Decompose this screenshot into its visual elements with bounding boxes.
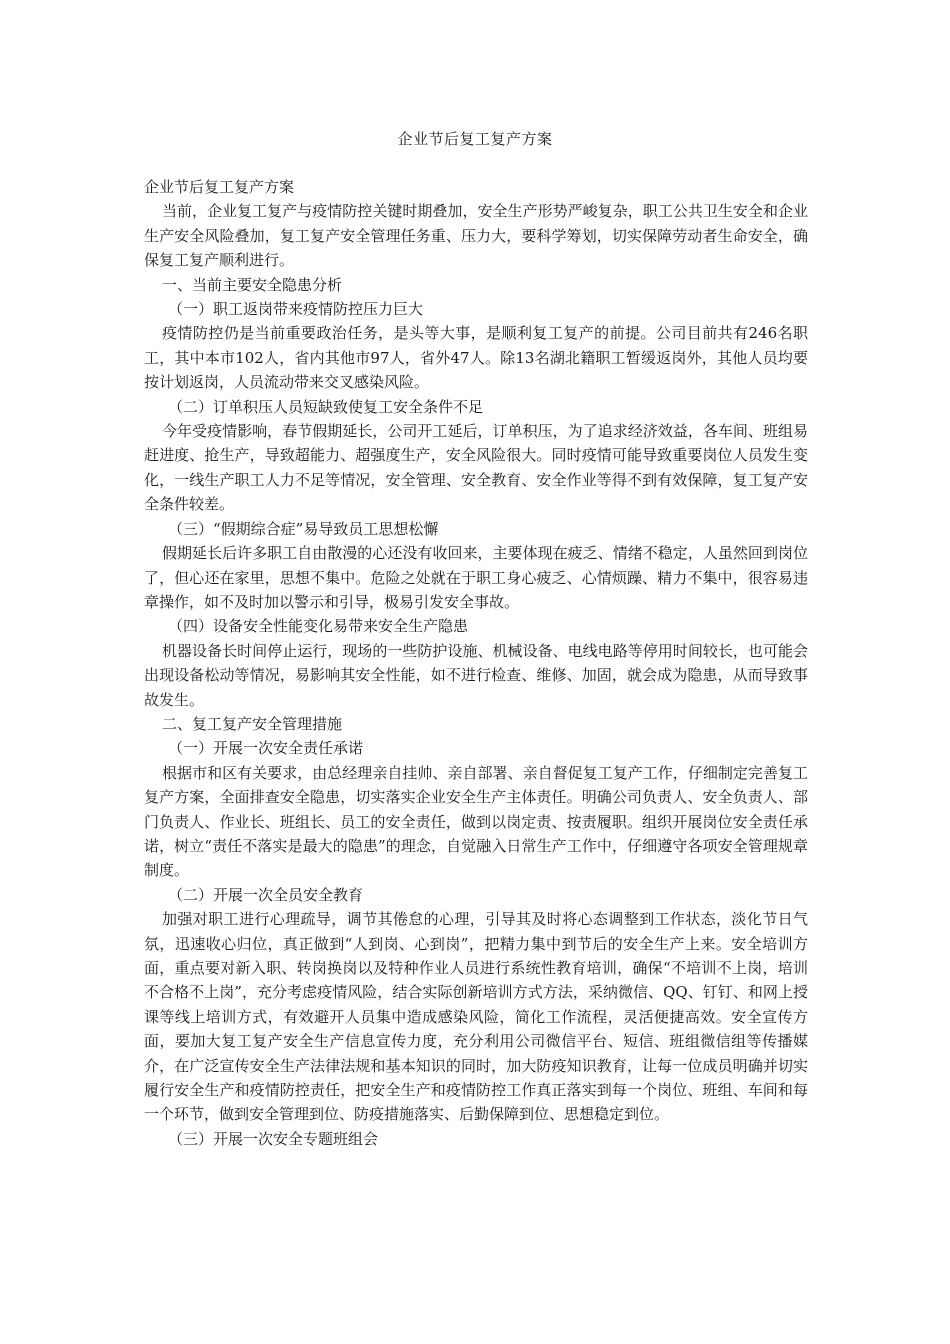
paragraph-1-4: 机器设备长时间停止运行，现场的一些防护设施、机械设备、电线电路等停用时间较长，也可能会出现设备松动等情况，易影响其安全性能，如不进行检查、维修、加固，就会成为隐患，从而导致事故发生。 [144,641,808,709]
subsection-heading-1-3: （三）“假期综合症”易导致员工思想松懈 [168,519,439,538]
document-body [144,175,808,1151]
subsection-heading-2-2: （二）开展一次全员安全教育 [168,885,364,904]
page-title: 企业节后复工复产方案 [397,130,553,148]
paragraph-2-1: 根据市和区有关要求，由总经理亲自挂帅、亲自部署、亲自督促复工复产工作，仔细制定完善复工复产方案，全面排查安全隐患，切实落实企业安全生产主体责任。明确公司负责人、安全负责人、部门负责人、作业长、班组长、员工的安全责任，做到以岗定责、按责履职。组织开展岗位安全责任承诺，树立“责任不落实是最大的隐患”的理念，自觉融入日常生产工作中，仔细遵守各项安全管理规章制度。 [144,763,808,880]
section-heading-1: 一、当前主要安全隐患分析 [162,275,343,294]
document-subtitle: 企业节后复工复产方案 [144,178,295,196]
paragraph-intro: 当前，企业复工复产与疫情防控关键时期叠加，安全生产形势严峻复杂，职工公共卫生安全和企业生产安全风险叠加，复工复产安全管理任务重、压力大，要科学筹划，切实保障劳动者生命安全，确保复工复产顺利进行。 [144,202,808,270]
subsection-heading-2-1: （一）开展一次安全责任承诺 [168,739,364,758]
paragraph-1-3: 假期延长后许多职工自由散漫的心还没有收回来，主要体现在疲乏、情绪不稳定，人虽然回到岗位了，但心还在家里，思想不集中。危险之处就在于职工身心疲乏、心情烦躁、精力不集中，很容易违章操作，如不及时加以警示和引导，极易引发安全事故。 [144,544,808,611]
subsection-heading-1-4: （四）设备安全性能变化易带来安全生产隐患 [168,617,469,636]
subsection-heading-1-2: （二）订单积压人员短缺致使复工安全条件不足 [168,397,484,416]
paragraph-1-2: 今年受疫情影响，春节假期延长，公司开工延后，订单积压，为了追求经济效益，各车间、班组易赶进度、抢生产，导致超能力、超强度生产，安全风险很大。同时疫情可能导致重要岗位人员发生变化，一线生产职工人力不足等情况，安全管理、安全教育、安全作业等得不到有效保障，复工复产安全条件较差。 [144,422,808,514]
paragraph-1-1: 疫情防控仍是当前重要政治任务，是头等大事，是顺利复工复产的前提。公司目前共有246名职工，其中本市102人，省内其他市97人，省外47人。除13名湖北籍职工暂缓返岗外，其他人员均要按计划返岗，人员流动带来交叉感染风险。 [144,324,808,392]
section-heading-2: 二、复工复产安全管理措施 [162,714,343,733]
subsection-heading-1-1: （一）职工返岗带来疫情防控压力巨大 [168,300,424,319]
paragraph-2-2: 加强对职工进行心理疏导，调节其倦怠的心理，引导其及时将心态调整到工作状态，淡化节日气氛，迅速收心归位，真正做到“人到岗、心到岗”，把精力集中到节后的安全生产上来。安全培训方面，重点要对新入职、转岗换岗以及特种作业人员进行系统性教育培训，确保“不培训不上岗，培训不合格不上岗”，充分考虑疫情风险，结合实际创新培训方式方法，采纳微信、QQ、钉钉、和网上授课等线上培训方式，有效避开人员集中造成感染风险，简化工作流程，灵活便捷高效。安全宣传方面，要加大复工复产安全生产信息宣传力度，充分利用公司微信平台、短信、班组微信组等传播媒介，在广泛宣传安全生产法律法规和基本知识的同时，加大防疫知识教育，让每一位成员明确并切实履行安全生产和疫情防控责任，把安全生产和疫情防控工作真正落实到每一个岗位、班组、车间和每一个环节，做到安全管理到位、防疫措施落实、后勤保障到位、思想稳定到位。 [144,910,808,1124]
subsection-heading-2-3: （三）开展一次安全专题班组会 [168,1129,379,1148]
